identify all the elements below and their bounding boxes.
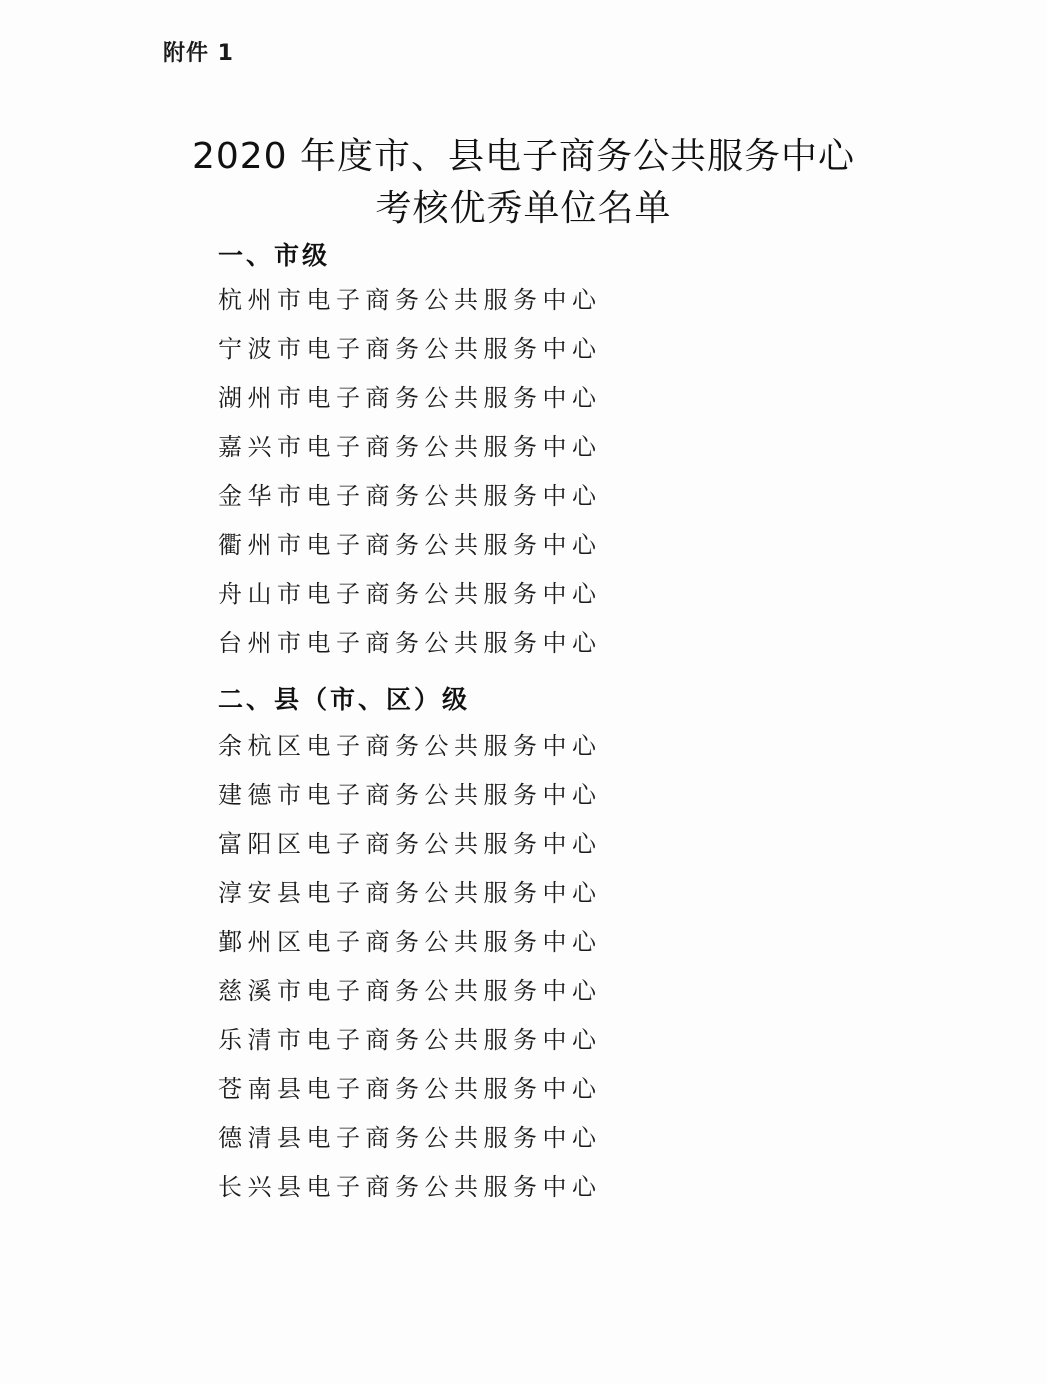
list-item: 慈溪市电子商务公共服务中心 xyxy=(218,977,602,1005)
list-item: 金华市电子商务公共服务中心 xyxy=(218,482,602,510)
city-level-list xyxy=(218,276,602,668)
list-item: 德清县电子商务公共服务中心 xyxy=(218,1124,602,1152)
list-item: 淳安县电子商务公共服务中心 xyxy=(218,879,602,907)
list-item: 衢州市电子商务公共服务中心 xyxy=(218,531,602,559)
list-item: 舟山市电子商务公共服务中心 xyxy=(218,580,602,608)
document-title-line1: 2020 年度市、县电子商务公共服务中心 xyxy=(191,136,856,177)
list-item: 台州市电子商务公共服务中心 xyxy=(218,629,602,657)
list-item: 长兴县电子商务公共服务中心 xyxy=(218,1173,602,1201)
list-item: 富阳区电子商务公共服务中心 xyxy=(218,830,602,858)
list-item: 鄞州区电子商务公共服务中心 xyxy=(218,928,602,956)
list-item: 乐清市电子商务公共服务中心 xyxy=(218,1026,602,1054)
attachment-label: 附件 1 xyxy=(163,41,234,66)
list-item: 嘉兴市电子商务公共服务中心 xyxy=(218,433,602,461)
list-item: 建德市电子商务公共服务中心 xyxy=(218,781,602,809)
list-item: 余杭区电子商务公共服务中心 xyxy=(218,732,602,760)
list-item: 宁波市电子商务公共服务中心 xyxy=(218,335,602,363)
list-item: 湖州市电子商务公共服务中心 xyxy=(218,384,602,412)
list-item: 杭州市电子商务公共服务中心 xyxy=(218,286,602,314)
list-item: 苍南县电子商务公共服务中心 xyxy=(218,1075,602,1103)
section-heading-city: 一、市级 xyxy=(218,241,331,270)
document-title-line2: 考核优秀单位名单 xyxy=(375,188,672,229)
county-level-list xyxy=(218,722,602,1212)
section-heading-county: 二、县（市、区）级 xyxy=(218,685,471,714)
